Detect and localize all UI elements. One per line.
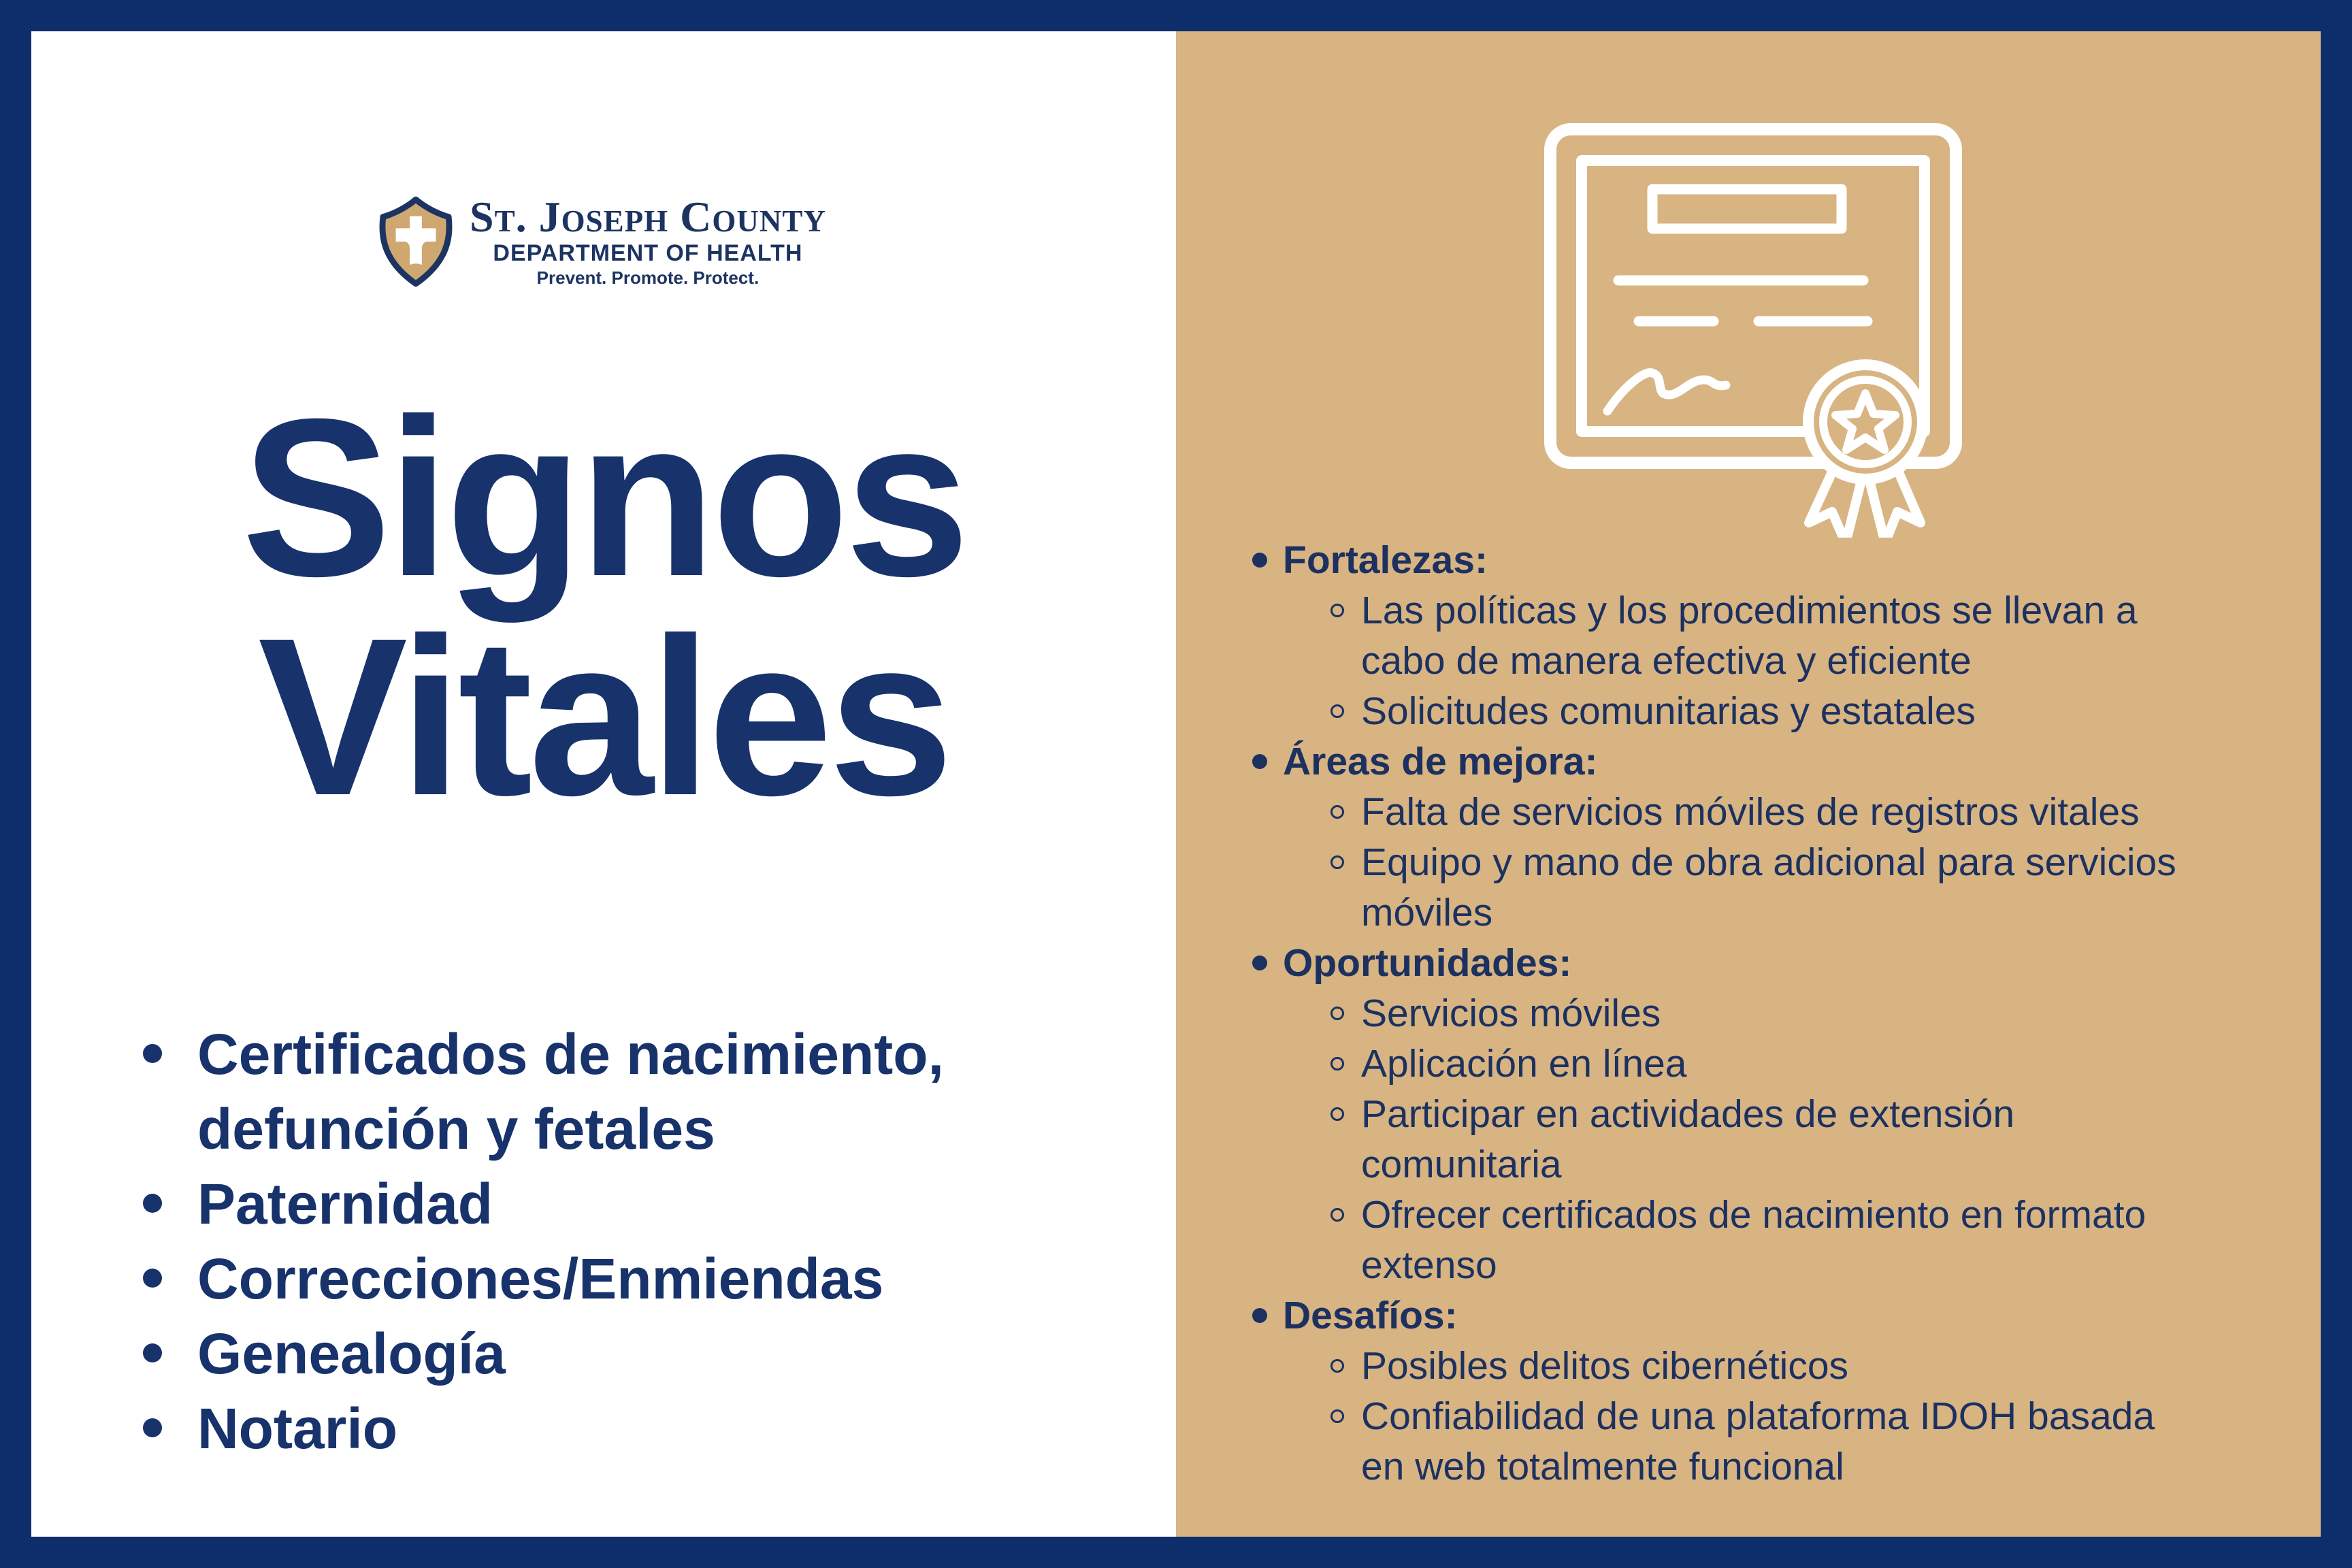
logo-dept-name: DEPARTMENT OF HEALTH (493, 240, 803, 266)
bullet-dot-icon (143, 1269, 162, 1288)
swot-subitem (1330, 1391, 2287, 1492)
list-item-label: Correcciones/Enmiendas (197, 1247, 884, 1311)
bullet-circle-icon (1330, 1409, 1344, 1423)
swot-subitem (1330, 1190, 2287, 1290)
list-item (143, 1166, 1109, 1241)
bullet-dot-icon (143, 1194, 162, 1213)
bullet-circle-icon (1330, 704, 1344, 718)
swot-subitem-label: Posibles delitos cibernéticos (1361, 1344, 1849, 1388)
swot-subitem (1330, 1089, 2287, 1190)
swot-subitem-label: Equipo y mano de obra adicional para servicios móviles (1361, 840, 2176, 934)
swot-subitem (1330, 686, 2287, 736)
swot-list (1252, 535, 2287, 1492)
bullet-circle-icon (1330, 604, 1344, 617)
logo-tagline: Prevent. Promote. Protect. (536, 267, 760, 288)
bullet-circle-icon (1330, 1107, 1344, 1121)
swot-header (1252, 535, 2287, 585)
certificate-award-icon (1542, 122, 1964, 538)
list-item-label: Certificados de nacimiento, defunción y fetales (197, 1022, 944, 1161)
bullet-circle-icon (1330, 855, 1344, 869)
swot-header (1252, 938, 2287, 988)
bullet-dot-icon (1252, 754, 1267, 769)
swot-subitem (1330, 1039, 2287, 1089)
swot-header (1252, 1290, 2287, 1341)
right-panel (1176, 31, 2321, 1537)
department-logo (378, 195, 826, 289)
swot-subitem-label: Solicitudes comunitarias y estatales (1361, 689, 1976, 733)
list-item (143, 1241, 1109, 1316)
list-item-label: Genealogía (197, 1322, 506, 1386)
bullet-circle-icon (1330, 805, 1344, 819)
left-panel (31, 31, 1176, 1537)
bullet-circle-icon (1330, 1007, 1344, 1020)
bullet-dot-icon (1252, 956, 1267, 970)
bullet-circle-icon (1330, 1057, 1344, 1071)
services-list (143, 1017, 1109, 1466)
bullet-circle-icon (1330, 1359, 1344, 1373)
logo-text-block (470, 195, 826, 289)
list-item-label: Paternidad (197, 1172, 493, 1236)
swot-subitem-label: Las políticas y los procedimientos se llevan a cabo de manera efectiva y eficiente (1361, 589, 2138, 683)
bullet-dot-icon (1252, 1308, 1267, 1323)
list-item (143, 1017, 1109, 1166)
list-item-label: Notario (197, 1396, 397, 1460)
swot-header (1252, 736, 2287, 787)
swot-subitem-label: Confiabilidad de una plataforma IDOH basada en web totalmente funcional (1361, 1394, 2155, 1488)
swot-subitem-label: Servicios móviles (1361, 992, 1661, 1035)
bullet-circle-icon (1330, 1208, 1344, 1222)
page-title-line2: Vitales (258, 591, 949, 842)
page-title-line1: Signos (241, 372, 966, 623)
swot-subitem (1330, 837, 2287, 938)
swot-subitem (1330, 1341, 2287, 1391)
bullet-dot-icon (143, 1044, 162, 1063)
page-title (31, 372, 1176, 842)
swot-header-label: Desafíos: (1283, 1294, 1458, 1337)
list-item (143, 1316, 1109, 1391)
swot-subitem-label: Aplicación en línea (1361, 1042, 1687, 1085)
logo-org-name: St. Joseph County (470, 193, 826, 241)
swot-subitem (1330, 988, 2287, 1039)
health-cross-shield-icon (378, 195, 453, 288)
swot-subitem-label: Falta de servicios móviles de registros vitales (1361, 790, 2140, 834)
swot-header-label: Fortalezas: (1283, 538, 1488, 582)
swot-subitem-label: Participar en actividades de extensión comunitaria (1361, 1092, 2015, 1186)
bullet-dot-icon (1252, 553, 1267, 568)
bullet-dot-icon (143, 1343, 162, 1362)
swot-subitem (1330, 787, 2287, 837)
swot-header-label: Áreas de mejora: (1283, 740, 1598, 783)
swot-subitem-label: Ofrecer certificados de nacimiento en formato extenso (1361, 1193, 2146, 1287)
bullet-dot-icon (143, 1418, 162, 1437)
list-item (143, 1391, 1109, 1466)
swot-header-label: Oportunidades: (1283, 941, 1572, 985)
swot-subitem (1330, 585, 2287, 686)
